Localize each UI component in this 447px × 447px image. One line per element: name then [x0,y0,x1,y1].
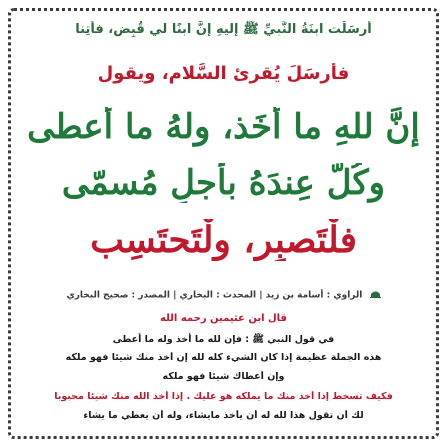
hadith-main-line-1: إنَّ للهِ ما أخَذ، ولهُ ما أعطى [27,107,420,147]
hadith-send-greeting: فأرسَلَ يُقرِئ السَّلام، ويقول [97,63,350,84]
hadith-main-line-3: فلْتَصبِر، ولْتَحتَسِب [90,219,357,261]
source-narrator-text: الراوي : أسامة بن زيد | المحدث : البخاري | المصدر : صحيح البخاري [66,290,363,301]
explanation-line-1: في قول النبي ﷺ : فإن لله ما أخذ وله ما أعطى [112,334,335,345]
hadith-card [8,8,439,439]
mosque-icon [370,289,381,301]
explanation-line-2: هذه الجملة عظيمة إذا كان الشيء كله لله إن أخذ منك شيئا فهو ملكه [65,352,382,363]
explanation-line-4: لك أن تقول هذا لله له أن يأخذ مايشاء، وله أن يعطي ما يشاء [83,410,364,421]
explanation-warning: فكيف تسخط إذا أخذ منك ما يملكه هو عليك . إذا أخذ الله منك شيئا محبوبا [54,391,393,402]
hadith-main-line-2: وكُلٌّ عِندَهُ بأجلٍ مُسمّى [61,163,386,203]
explanation-line-3: وإن أعطاك شيئا فهو ملكه [162,371,285,382]
scholar-attribution: قال ابن عثيمين رحمه الله [160,313,287,324]
hadith-intro: أَرسَلَت ابنَةُ النَّبيِّ ﷺ إليهِ إنَّ ابنًا لي قُبِض، فأتِنا [75,22,372,37]
source-narrator-line [17,289,430,301]
